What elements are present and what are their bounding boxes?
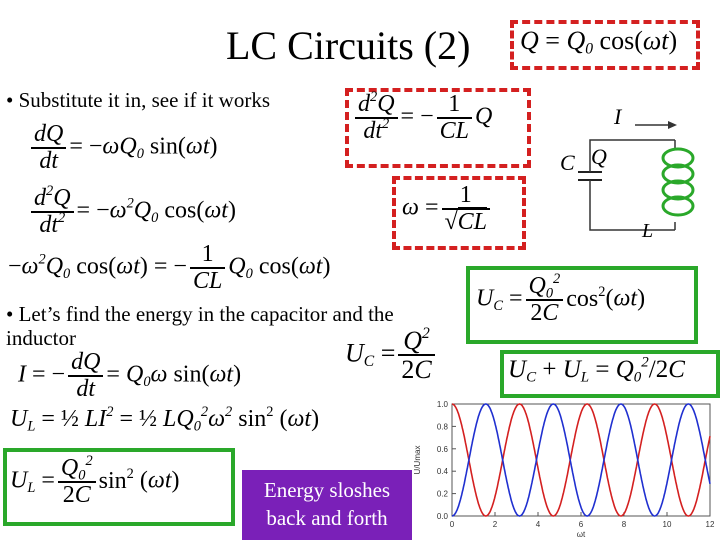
charge-equation: $Q = Q_0$ cos(ωt) (520, 26, 678, 58)
x-tick-label: 6 (578, 520, 584, 529)
substitution-equation: $-\omega^2Q_0$ cos(ωt) = − $\frac{1}{CL}$ $Q_0$ cos(ωt) (8, 241, 331, 295)
omega-equation: ω = $\frac{1}{√CL}$ (402, 183, 493, 235)
y-tick-label: 0.8 (436, 422, 448, 432)
current-label: I (614, 104, 622, 129)
y-tick-label: 0.0 (436, 512, 448, 521)
bullet-energy: • Let’s find the energy in the capacitor and the inductor (6, 302, 394, 350)
energy-plot (410, 398, 718, 540)
charge-label: Q (591, 144, 607, 169)
current-equation: I = − $\frac{dQ}{dt}$ = $Q_0\omega$ sin(ωt) (18, 349, 242, 403)
capacitor-label: C (560, 150, 575, 175)
series-line-U_L (452, 404, 710, 516)
ode-equation: $\frac{d^2Q}{dt^2}$ = − $\frac{1}{CL}$ Q (352, 92, 492, 144)
inductor-energy-equation: $U_L$ = $\frac{Q_0^2}{2C}$ $\sin^2 (\omega t)$ (10, 452, 180, 509)
x-tick-label: 2 (492, 520, 498, 529)
y-tick-label: 1.0 (436, 400, 448, 409)
x-tick-label: 4 (535, 520, 541, 529)
y-tick-label: 0.6 (436, 444, 448, 454)
first-derivative-equation: $\frac{dQ}{dt}$ = $-\omega Q_0$ sin(ωt) (28, 122, 218, 174)
total-energy-equation: $U_C + U_L = Q_0^2/2C$ (508, 354, 685, 386)
current-arrow-icon (668, 121, 677, 129)
x-tick-label: 8 (621, 520, 627, 529)
bullet-substitute: • Substitute it in, see if it works (6, 88, 271, 112)
inductor-coil-icon (663, 149, 693, 215)
second-derivative-equation: $\frac{d^2Q}{dt^2}$ = $-\omega^2Q_0$ cos(ωt) (28, 186, 236, 238)
y-tick-label: 0.2 (436, 489, 448, 499)
inductor-label: L (642, 220, 654, 242)
y-tick-label: 0.4 (436, 467, 448, 477)
slide-title: LC Circuits (2) (226, 23, 471, 68)
capacitor-energy-equation: $U_C$ = $\frac{Q_0^2}{2C}$ $\cos^2(\omega t)$ (476, 270, 646, 327)
y-axis-label: U/Umax (413, 445, 422, 475)
inductor-energy-derivation: $U_L$ = ½ $LI^2$ = ½ $LQ_0^2\omega^2$ $\sin^2 (\omega t)$ (10, 403, 320, 435)
x-tick-label: 0 (449, 520, 455, 529)
x-tick-label: 10 (662, 520, 672, 529)
x-tick-label: 12 (705, 520, 715, 529)
x-axis-label: ωt (576, 530, 586, 539)
energy-sloshes-callout: Energy sloshes back and forth (242, 470, 412, 540)
lc-circuit-diagram (550, 100, 720, 250)
capacitor-energy-simple: $U_C$ = $\frac{Q^2}{2C}$ (345, 327, 438, 384)
